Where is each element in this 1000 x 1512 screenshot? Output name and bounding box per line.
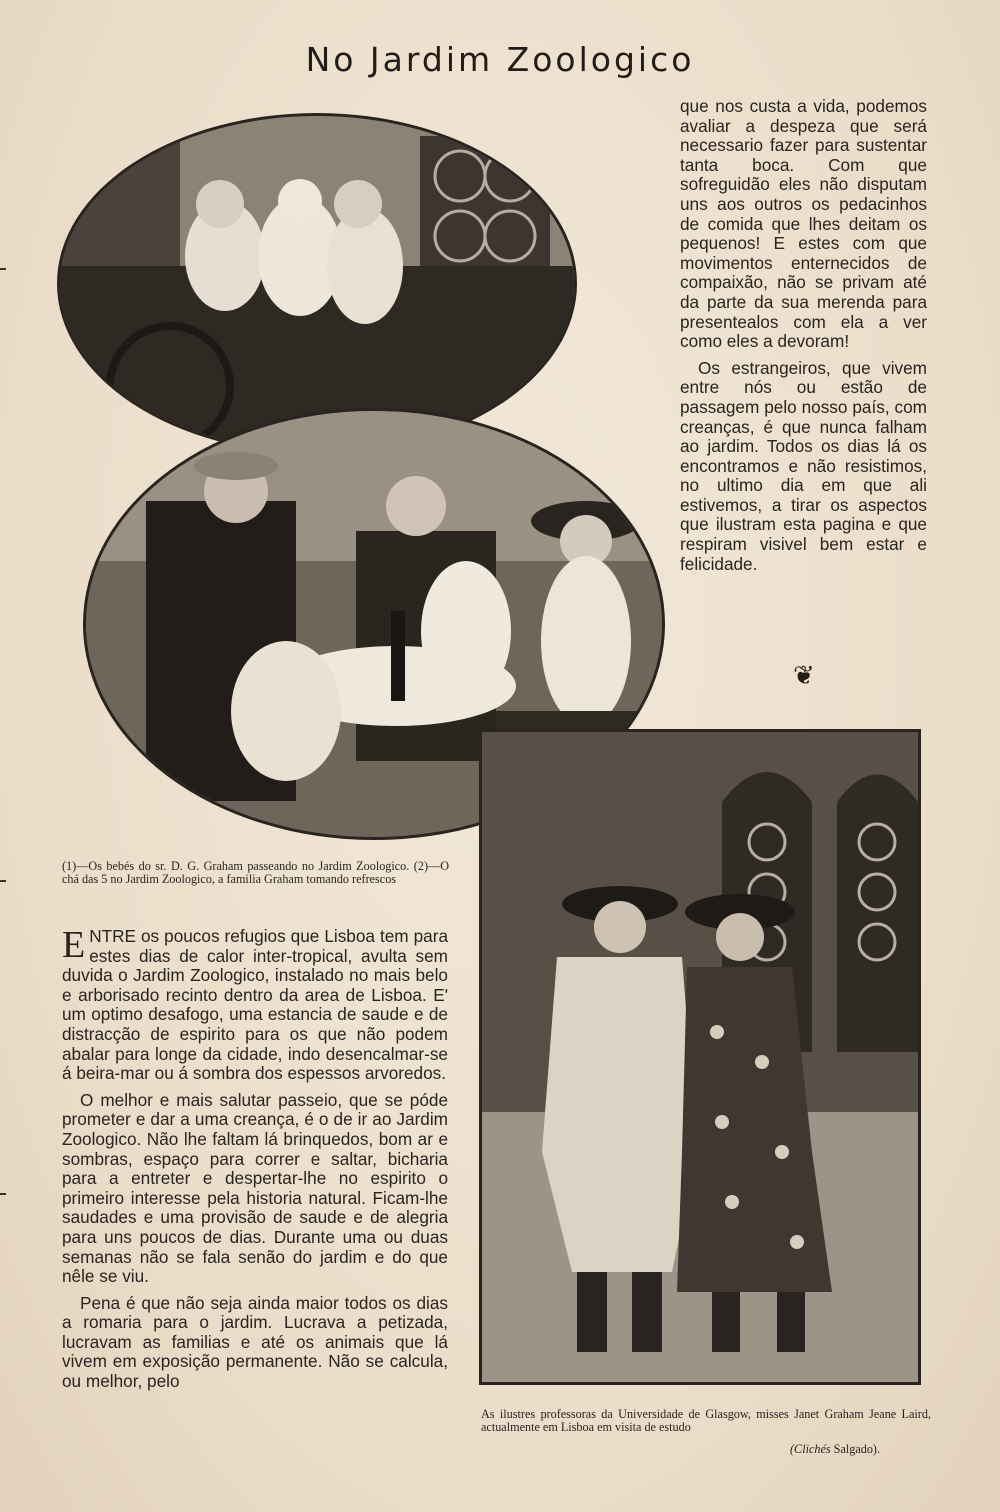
photo-children-carriage	[57, 113, 577, 454]
drop-cap: E	[62, 924, 86, 966]
right-paragraph-1: que nos custa a vida, podemos avaliar a despeza que será necessario fazer para sustentar tanta boca. Com que sofreguidão eles não disputam uns aos outros os pedacinhos de comida que lhes deitam os pequenos! E estes com que movimentos enternecidos de compaixão, não se privam até da parte da sua merenda para presentealos com ela a ver como eles a devoram!	[680, 96, 927, 352]
photo-credit	[790, 1442, 880, 1457]
right-paragraph-2: Os estrangeiros, que vivem entre nós ou estão de passagem pelo nosso país, com creanças, é que nunca falham ao jardim. Todos os dias lá os encontramos e não resistimos, no ultimo dia em que ali estivemos, a tirar os aspectos que ilustram esta pagina e que respiram visivel bem estar e felicidade.	[680, 357, 927, 574]
left-paragraph-3: Pena é que não seja ainda maior todos os dias a romaria para o jardim. Lucrava a petizada, lucravam as familias e até os animais que lá vivem em exposição permanente. Não se calcula, ou melhor, pelo	[62, 1292, 448, 1392]
credit-prefix: (Clichés	[790, 1442, 831, 1456]
left-paragraph-1	[62, 924, 448, 1084]
caption-professors: As ilustres professoras da Universidade de Glasgow, misses Janet Graham Jeane Laird, actualmente em Lisboa em visita de estudo	[481, 1407, 931, 1434]
credit-suffix: Salgado).	[833, 1442, 881, 1456]
caption-photos-1-2: (1)—Os bebés do sr. D. G. Graham passeando no Jardim Zoologico. (2)—O chá das 5 no Jardim Zoologico, a familia Graham tomando refrescos	[62, 859, 449, 886]
margin-mark	[0, 268, 6, 270]
left-paragraph-2: O melhor e mais salutar passeio, que se póde prometer e dar a uma creança, é o de ir ao Jardim Zoologico. Não lhe faltam lá brinquedos, bom ar e sombras, espaço para correr e saltar, bicharia para a entreter e despertar-lhe no espirito o primeiro interesse pela historia natural. Ficam-lhe saudades e uma provisão de saude e de alegria para uns poucos de dias. Durante uma ou duas semanas não se fala senão do jardim e do que nêle se viu.	[62, 1089, 448, 1287]
photo-professors-image	[482, 732, 918, 1382]
photo-professors	[479, 729, 921, 1385]
margin-mark	[0, 1193, 6, 1195]
ornament-icon: ❦	[793, 660, 815, 690]
left-column-text	[62, 924, 448, 1399]
page-title: No Jardim Zoologico	[305, 40, 695, 79]
right-column-text	[680, 97, 927, 581]
photo-children-carriage-image	[60, 116, 574, 451]
left-paragraph-1-text: NTRE os poucos refugios que Lisboa tem para estes dias de calor inter-tropical, avulta sem duvida o Jardim Zoologico, instalado no mais belo e arborisado recinto dentro da area de Lisboa. E' um optimo desafogo, uma estancia de saude e de distracção de espirito para os que não podem abalar para longe da cidade, indo desencalmar-se á beira-mar ou á sombra dos espessos arvoredos.	[62, 926, 448, 1084]
margin-mark	[0, 880, 6, 882]
